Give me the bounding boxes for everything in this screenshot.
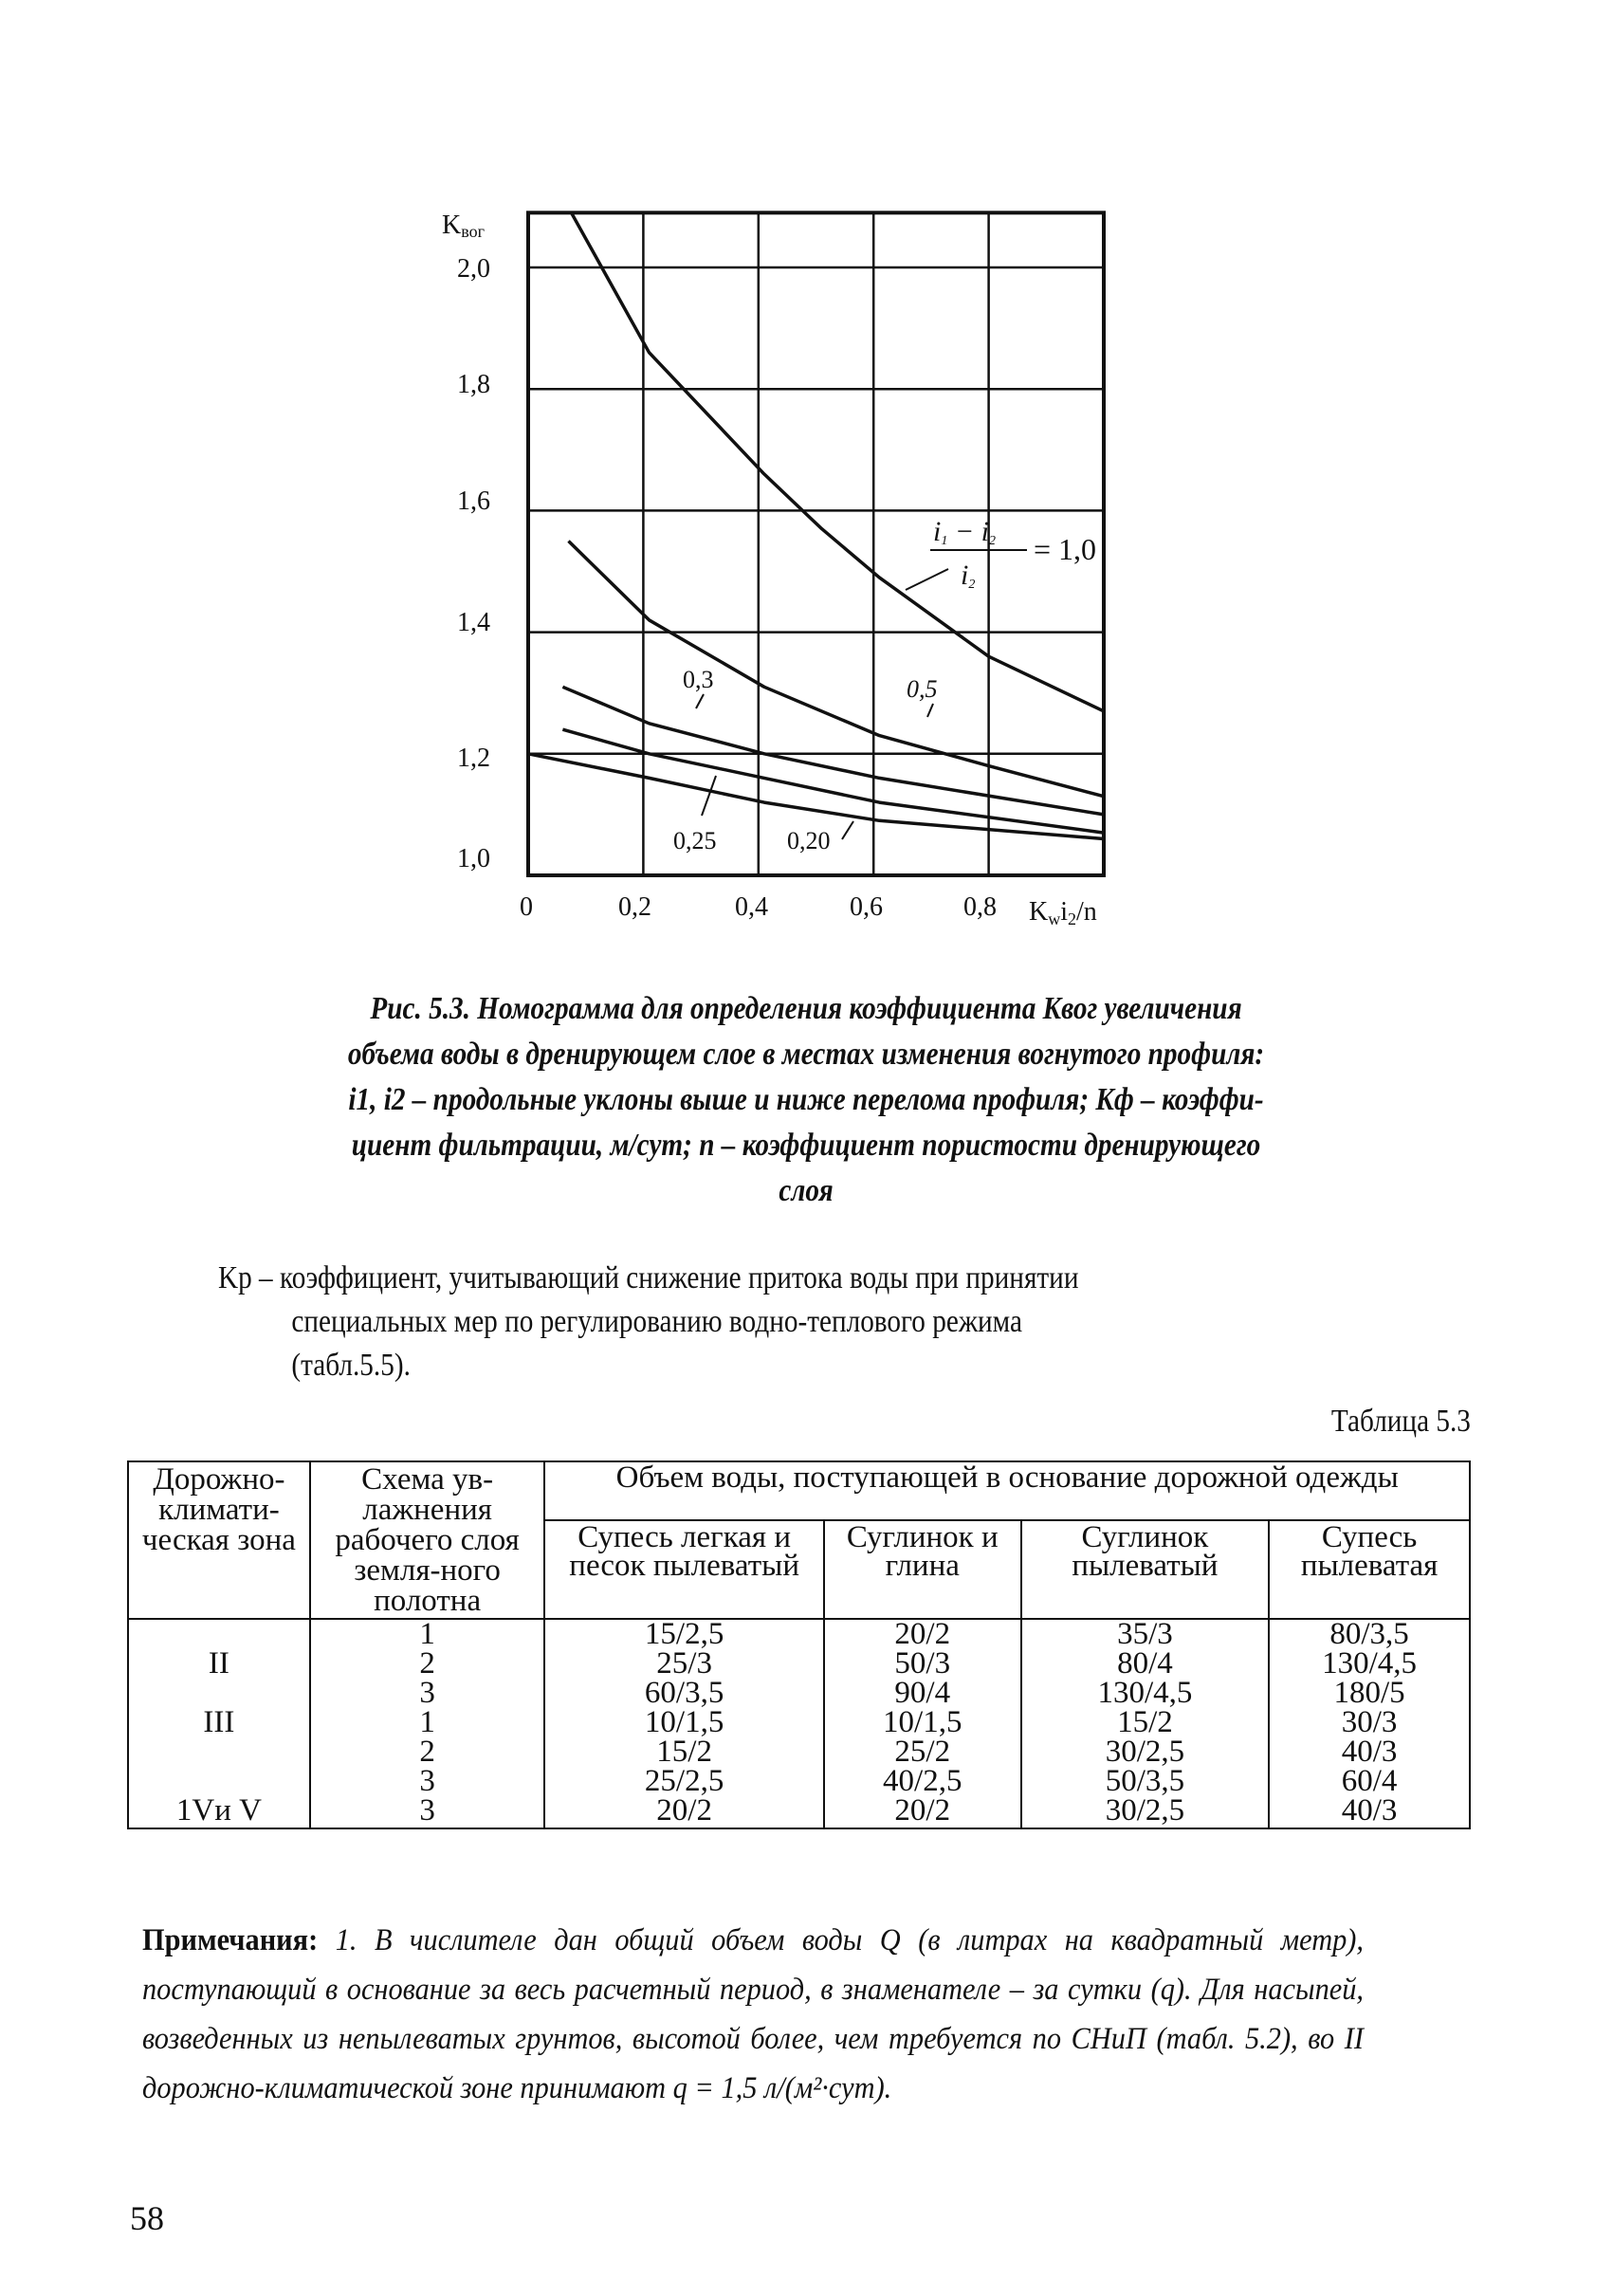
curve-label-0-3: 0,3 bbox=[683, 666, 714, 693]
value-column bbox=[1021, 1619, 1270, 1828]
notes-text: 1. В числителе дан общий объем воды Q (в литрах на квадратный метр), поступающий в основание за весь расчетный период, в знаменателе – за сутки (q). Для насыпей, возведенных из непылеватых грунтов, высотой более, чем требуется по СНиП (табл. 5.2), во II дорожно-климатической зоне принимают q = 1,5 л/(м²·сут). bbox=[142, 1923, 1365, 2105]
value-column bbox=[1269, 1619, 1470, 1828]
curve-label-0-25: 0,25 bbox=[673, 827, 717, 854]
figure-caption bbox=[267, 986, 1344, 1214]
scheme-cell: 1 bbox=[419, 1617, 435, 1651]
y-tick-label: 2,0 bbox=[457, 254, 490, 284]
leader-line bbox=[927, 704, 933, 717]
formula-numerator: i1 − i2 bbox=[933, 516, 996, 548]
zone-column bbox=[128, 1619, 310, 1828]
x-tick-label: 0,4 bbox=[735, 892, 768, 922]
value-cell: 80/3,5 bbox=[1329, 1617, 1409, 1651]
leader-line bbox=[906, 569, 948, 590]
header-soil: Супесь пылеватая bbox=[1269, 1520, 1470, 1619]
y-tick-label: 1,2 bbox=[457, 744, 490, 773]
value-cell: 35/3 bbox=[1117, 1617, 1173, 1651]
value-cell: 30/2,5 bbox=[1105, 1793, 1185, 1828]
value-cell: 15/2 bbox=[1117, 1705, 1173, 1739]
paragraph-line: (табл.5.5). bbox=[291, 1348, 411, 1383]
curve-label-0-20: 0,20 bbox=[787, 827, 831, 854]
y-tick-label: 1,8 bbox=[457, 370, 490, 399]
zone-cell: II bbox=[208, 1646, 229, 1681]
value-cell: 25/2 bbox=[894, 1735, 951, 1769]
curve-label-0-5: 0,5 bbox=[907, 675, 938, 703]
chart-labels bbox=[442, 211, 1097, 928]
value-cell: 80/4 bbox=[1117, 1646, 1173, 1681]
header-soil: Суглинок и глина bbox=[824, 1520, 1021, 1619]
curve-12210 bbox=[572, 212, 1105, 711]
notes-label: Примечания: bbox=[142, 1923, 319, 1957]
scheme-cell: 3 bbox=[419, 1764, 435, 1798]
value-cell: 50/3,5 bbox=[1105, 1764, 1185, 1798]
value-cell: 60/3,5 bbox=[644, 1676, 724, 1710]
x-tick-label: 0,2 bbox=[618, 892, 651, 922]
scheme-cell: 3 bbox=[419, 1793, 435, 1828]
value-cell: 25/2,5 bbox=[644, 1764, 724, 1798]
value-cell: 10/1,5 bbox=[883, 1705, 962, 1739]
value-cell: 60/4 bbox=[1341, 1764, 1398, 1798]
nomogram-chart bbox=[417, 190, 1138, 939]
x-tick-label: 0 bbox=[520, 892, 533, 922]
caption-line: объема воды в дренирующем слое в местах изменения вогнутого профиля: bbox=[347, 1037, 1265, 1072]
x-tick-label: 0,8 bbox=[963, 892, 997, 922]
value-cell: 40/3 bbox=[1341, 1735, 1398, 1769]
scheme-column bbox=[310, 1619, 545, 1828]
value-cell: 40/2,5 bbox=[883, 1764, 962, 1798]
x-tick-label: 0,6 bbox=[850, 892, 883, 922]
caption-line: слоя bbox=[779, 1173, 834, 1208]
formula-value: = 1,0 bbox=[1034, 532, 1097, 566]
header-scheme: Схема ув-лажнения рабочего слоя земля-ного полотна bbox=[310, 1461, 545, 1619]
zone-cell bbox=[131, 1679, 307, 1708]
paragraph-line: Kр – коэффициент, учитывающий снижение притока воды при принятии bbox=[218, 1260, 1079, 1295]
water-volume-table bbox=[127, 1460, 1471, 1829]
table-caption: Таблица 5.3 bbox=[1331, 1404, 1471, 1439]
header-zone: Дорожно-климати-ческая зона bbox=[128, 1461, 310, 1619]
curve-05 bbox=[569, 542, 1105, 797]
plot-frame bbox=[528, 212, 1104, 875]
paragraph-line: специальных мер по регулированию водно-теплового режима bbox=[291, 1304, 1022, 1339]
value-cell: 20/2 bbox=[894, 1617, 951, 1651]
header-group: Объем воды, поступающей в основание дорожной одежды bbox=[544, 1461, 1470, 1520]
value-cell: 130/4,5 bbox=[1097, 1676, 1193, 1710]
value-cell: 20/2 bbox=[894, 1793, 951, 1828]
value-cell: 50/3 bbox=[894, 1646, 951, 1681]
chart-grid bbox=[528, 212, 1104, 875]
header-soil: Супесь легкая и песок пылеватый bbox=[544, 1520, 823, 1619]
caption-line: Рис. 5.3. Номограмма для определения коэффициента Kвог увеличения bbox=[370, 991, 1242, 1026]
leader-line bbox=[702, 776, 716, 816]
scheme-cell: 2 bbox=[419, 1735, 435, 1769]
value-cell: 20/2 bbox=[656, 1793, 712, 1828]
kp-definition bbox=[218, 1257, 1303, 1387]
y-tick-label: 1,4 bbox=[457, 608, 490, 637]
value-cell: 10/1,5 bbox=[644, 1705, 724, 1739]
scheme-cell: 2 bbox=[419, 1646, 435, 1681]
scheme-cell: 1 bbox=[419, 1705, 435, 1739]
value-cell: 180/5 bbox=[1333, 1676, 1405, 1710]
y-axis-label: Kвог bbox=[442, 211, 485, 241]
page-number: 58 bbox=[130, 2199, 164, 2237]
scheme-cell: 3 bbox=[419, 1676, 435, 1710]
value-column bbox=[824, 1619, 1021, 1828]
leader-line bbox=[696, 694, 704, 708]
leader-line bbox=[842, 821, 853, 839]
header-soil: Суглинок пылеватый bbox=[1021, 1520, 1270, 1619]
value-cell: 30/2,5 bbox=[1105, 1735, 1185, 1769]
value-cell: 15/2,5 bbox=[644, 1617, 724, 1651]
value-cell: 30/3 bbox=[1341, 1705, 1398, 1739]
value-cell: 40/3 bbox=[1341, 1793, 1398, 1828]
zone-cell bbox=[131, 1620, 307, 1649]
zone-cell: 1Vи V bbox=[175, 1793, 262, 1828]
value-column bbox=[544, 1619, 823, 1828]
value-cell: 15/2 bbox=[656, 1735, 712, 1769]
chart-curves bbox=[528, 212, 1104, 838]
caption-line: циент фильтрации, м/сут; n – коэффициент пористости дренирующего bbox=[351, 1128, 1261, 1163]
table-notes bbox=[142, 1916, 1364, 2113]
caption-line: i1, i2 – продольные уклоны выше и ниже перелома профиля; Kф – коэффи- bbox=[348, 1082, 1264, 1117]
y-tick-label: 1,6 bbox=[457, 487, 490, 516]
value-cell: 130/4,5 bbox=[1322, 1646, 1418, 1681]
x-axis-label: Kwi2/n bbox=[1029, 897, 1097, 928]
value-cell: 90/4 bbox=[894, 1676, 951, 1710]
y-tick-label: 1,0 bbox=[457, 844, 490, 873]
zone-cell bbox=[131, 1737, 307, 1767]
value-cell: 25/3 bbox=[656, 1646, 712, 1681]
formula-denominator: i2 bbox=[961, 560, 976, 592]
zone-cell: III bbox=[203, 1705, 235, 1739]
zone-cell bbox=[131, 1767, 307, 1796]
